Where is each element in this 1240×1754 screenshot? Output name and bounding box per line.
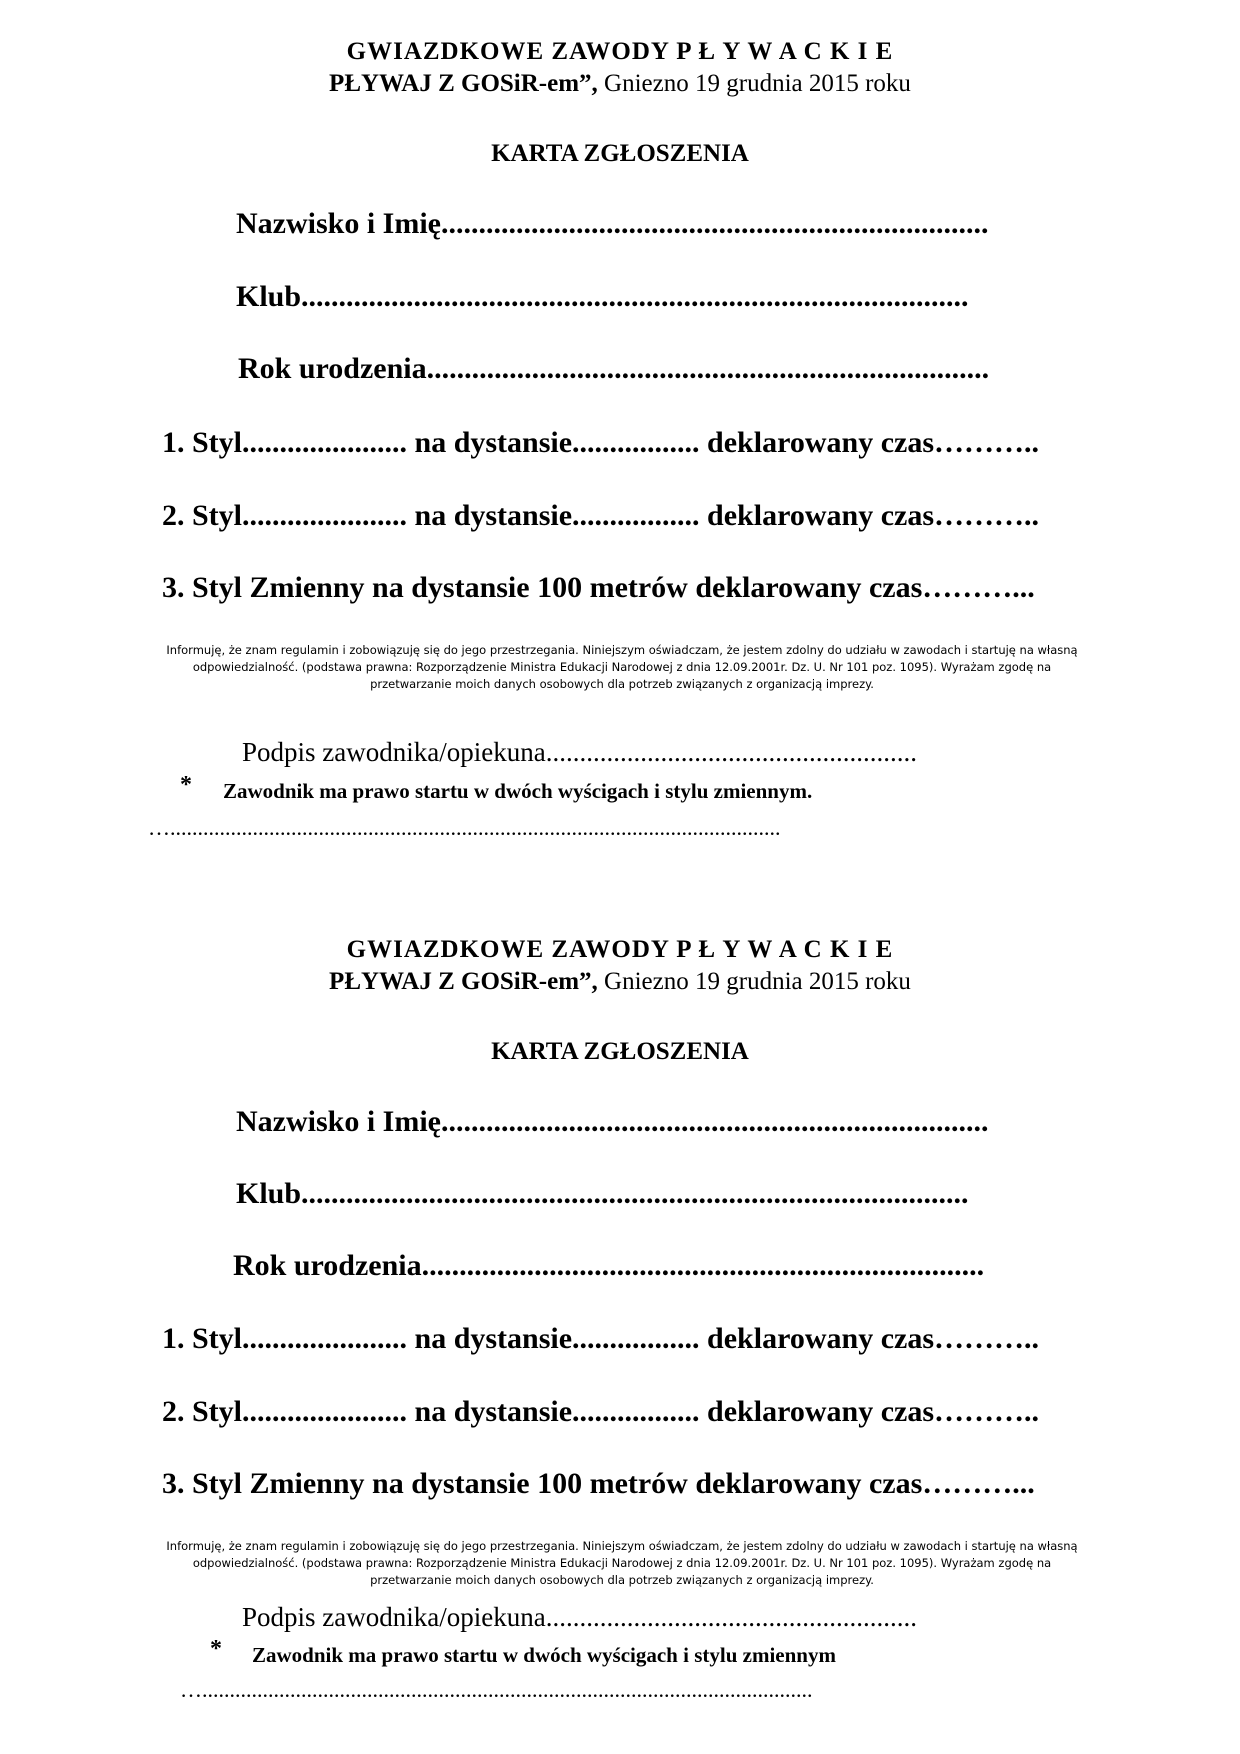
field-style-2[interactable]: 2. Styl...................... na dystansie................. deklarowany czas……….. bbox=[162, 499, 1040, 532]
field-name[interactable]: Nazwisko i Imię......................................................................... bbox=[236, 1105, 989, 1138]
legal-statement: Informuję, że znam regulamin i zobowiązuję się do jego przestrzegania. Niniejszym oświadczam, że jestem zdolny do udziału w zawodach i startuję na własną odpowiedzialność. (podstawa prawna: Rozporządzenie Ministra Edukacji Narodowej z dnia 12.09.2001r. Dz. U. Nr 101 poz. 1095). Wyrażam zgodę na przetwarzanie moich danych osobowych dla potrzeb związanych z organizacją imprezy. bbox=[166, 643, 1078, 691]
cut-line: …............................................................................................................... bbox=[180, 1677, 813, 1702]
event-title: GWIAZDKOWE ZAWODY P Ł Y W A C K I E bbox=[346, 936, 894, 963]
signature-field[interactable]: Podpis zawodnika/opiekuna....................................................... bbox=[242, 1602, 917, 1632]
signature-field[interactable]: Podpis zawodnika/opiekuna....................................................... bbox=[242, 737, 917, 767]
event-subtitle-bold: PŁYWAJ Z GOSiR-em”, bbox=[329, 968, 598, 995]
event-title: GWIAZDKOWE ZAWODY P Ł Y W A C K I E bbox=[346, 38, 894, 65]
legal-statement: Informuję, że znam regulamin i zobowiązuję się do jego przestrzegania. Niniejszym oświadczam, że jestem zdolny do udziału w zawodach i startuję na własną odpowiedzialność. (podstawa prawna: Rozporządzenie Ministra Edukacji Narodowej z dnia 12.09.2001r. Dz. U. Nr 101 poz. 1095). Wyrażam zgodę na przetwarzanie moich danych osobowych dla potrzeb związanych z organizacją imprezy. bbox=[166, 1539, 1078, 1587]
asterisk-icon: * bbox=[210, 1636, 222, 1662]
event-subtitle bbox=[0, 70, 1240, 98]
field-club[interactable]: Klub......................................................................................... bbox=[236, 1177, 969, 1210]
event-subtitle-bold: PŁYWAJ Z GOSiR-em”, bbox=[329, 70, 598, 97]
field-style-3[interactable]: 3. Styl Zmienny na dystansie 100 metrów deklarowany czas………... bbox=[162, 571, 1035, 604]
card-title: KARTA ZGŁOSZENIA bbox=[491, 140, 749, 167]
note-text: Zawodnik ma prawo startu w dwóch wyścigach i stylu zmiennym. bbox=[223, 779, 813, 803]
field-style-2[interactable]: 2. Styl...................... na dystansie................. deklarowany czas……….. bbox=[162, 1395, 1040, 1428]
card-title: KARTA ZGŁOSZENIA bbox=[491, 1038, 749, 1065]
asterisk-icon: * bbox=[180, 772, 192, 798]
field-style-1[interactable]: 1. Styl...................... na dystansie................. deklarowany czas……….. bbox=[162, 1322, 1040, 1355]
note-text: Zawodnik ma prawo startu w dwóch wyścigach i stylu zmiennym bbox=[252, 1643, 836, 1667]
field-name[interactable]: Nazwisko i Imię......................................................................... bbox=[236, 207, 989, 240]
field-birth-year[interactable]: Rok urodzenia........................................................................... bbox=[233, 1249, 985, 1282]
field-birth-year[interactable]: Rok urodzenia........................................................................... bbox=[238, 352, 990, 385]
field-club[interactable]: Klub......................................................................................... bbox=[236, 280, 969, 313]
event-subtitle bbox=[0, 968, 1240, 996]
event-subtitle-rest: Gniezno 19 grudnia 2015 roku bbox=[597, 968, 911, 995]
event-subtitle-rest: Gniezno 19 grudnia 2015 roku bbox=[597, 70, 911, 97]
cut-line: …............................................................................................................... bbox=[148, 815, 781, 840]
field-style-3[interactable]: 3. Styl Zmienny na dystansie 100 metrów deklarowany czas………... bbox=[162, 1467, 1035, 1500]
field-style-1[interactable]: 1. Styl...................... na dystansie................. deklarowany czas……….. bbox=[162, 426, 1040, 459]
